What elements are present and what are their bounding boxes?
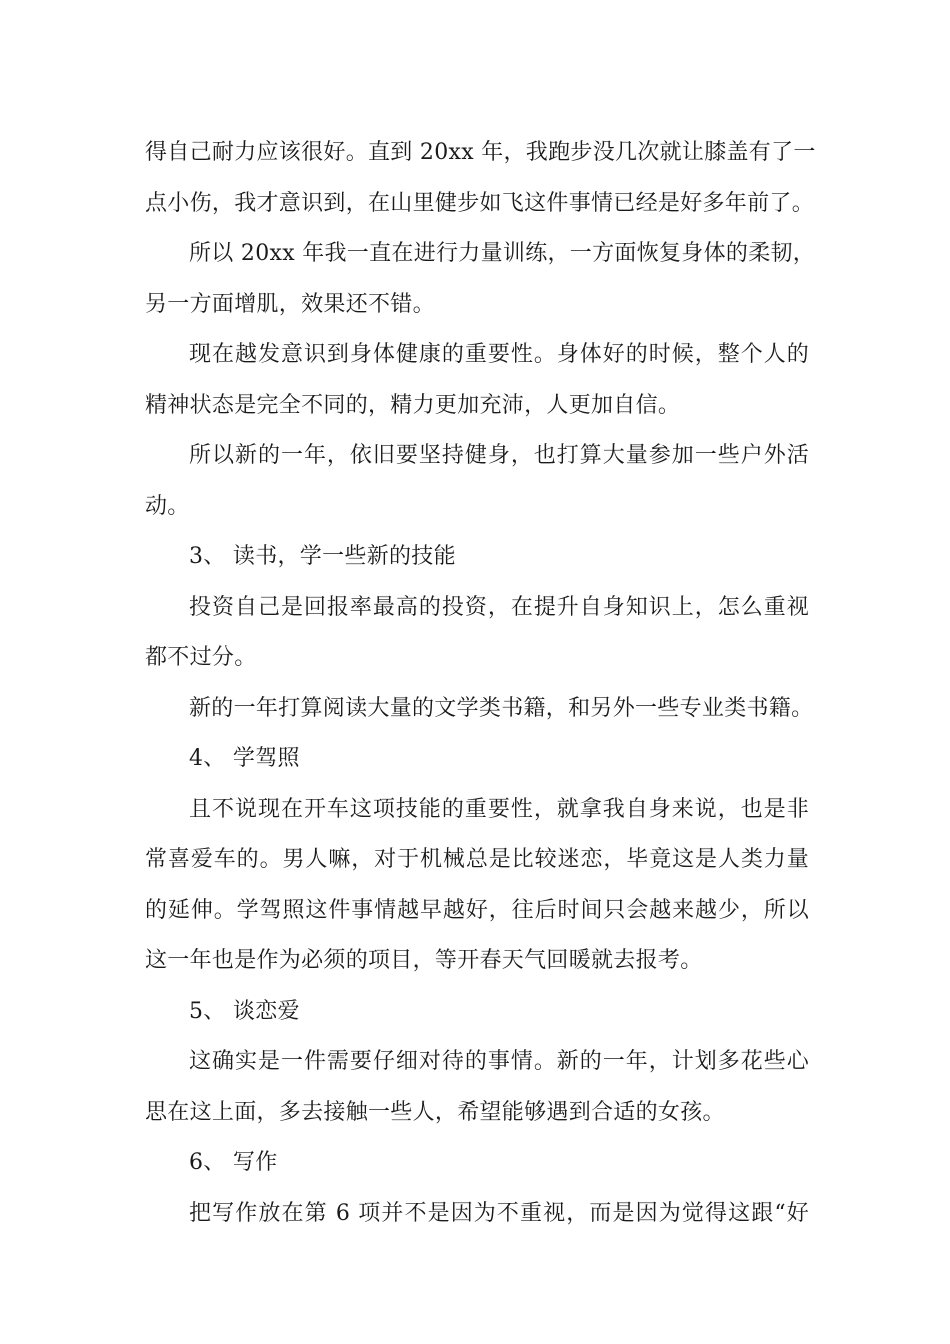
paragraph-line: 动。 [145, 493, 190, 519]
paragraph-line: 所以 20xx 年我一直在进行力量训练，一方面恢复身体的柔韧， [189, 241, 816, 266]
paragraph-line: 精神状态是完全不同的，精力更加充沛，人更加自信。 [145, 392, 681, 418]
paragraph-line: 得自己耐力应该很好。直到 20xx 年，我跑步没几次就让膝盖有了一 [145, 140, 816, 165]
paragraph-line: 且不说现在开车这项技能的重要性，就拿我自身来说，也是非 [189, 796, 809, 822]
section-heading: 5、 谈恋爱 [189, 998, 300, 1024]
paragraph-line: 都不过分。 [145, 645, 257, 670]
paragraph-line: 现在越发意识到身体健康的重要性。身体好的时候，整个人的 [189, 342, 809, 367]
paragraph-line: 这一年也是作为必须的项目，等开春天气回暖就去报考。 [145, 948, 703, 973]
section-heading: 4、 学驾照 [189, 746, 300, 771]
paragraph-line: 另一方面增肌，效果还不错。 [145, 291, 435, 317]
paragraph-line: 这确实是一件需要仔细对待的事情。新的一年，计划多花些心 [189, 1049, 809, 1074]
section-heading: 6、 写作 [189, 1150, 278, 1175]
section-heading: 3、 读书，学一些新的技能 [189, 544, 456, 569]
paragraph-line: 点小伤，我才意识到，在山里健步如飞这件事情已经是好多年前了。 [145, 190, 815, 216]
paragraph-line: 思在这上面，多去接触一些人，希望能够遇到合适的女孩。 [145, 1099, 725, 1125]
paragraph-line: 常喜爱车的。男人嘛，对于机械总是比较迷恋，毕竟这是人类力量 [145, 847, 809, 872]
paragraph-line: 所以新的一年，依旧要坚持健身，也打算大量参加一些户外活 [189, 443, 809, 468]
document-body [145, 128, 816, 1239]
paragraph-line: 投资自己是回报率最高的投资，在提升自身知识上，怎么重视 [189, 594, 809, 620]
paragraph-line: 新的一年打算阅读大量的文学类书籍，和另外一些专业类书籍。 [189, 695, 814, 721]
paragraph-line: 的延伸。学驾照这件事情越早越好，往后时间只会越来越少，所以 [145, 897, 809, 923]
paragraph-line: 把写作放在第 6 项并不是因为不重视，而是因为觉得这跟“好 [189, 1200, 809, 1226]
